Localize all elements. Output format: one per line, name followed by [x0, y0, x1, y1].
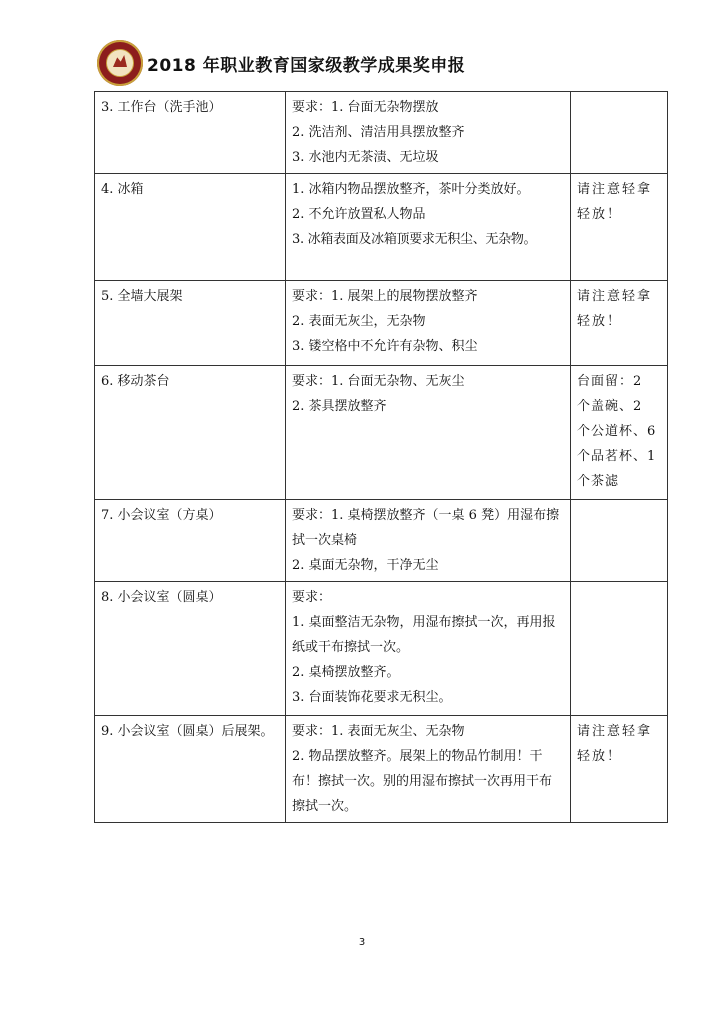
requirement-line: 3. 台面装饰花要求无积尘。: [292, 690, 452, 705]
requirement-line: 2. 茶具摆放整齐: [292, 399, 387, 414]
item-cell: 4. 冰箱: [95, 174, 286, 281]
requirement-line: 1. 冰箱内物品摆放整齐，茶叶分类放好。: [292, 182, 530, 197]
item-cell: 7. 小会议室（方桌）: [95, 500, 286, 582]
note-cell: 请注意轻拿轻放！: [571, 281, 668, 366]
requirement-line: 要求：1. 展架上的展物摆放整齐: [292, 289, 478, 304]
requirement-line: 3. 冰箱表面及冰箱顶要求无积尘、无杂物。: [292, 232, 537, 247]
requirement-line: 1. 桌面整洁无杂物，用湿布擦拭一次，再用报纸或干布擦拭一次。: [292, 615, 556, 655]
requirements-cell: [286, 366, 571, 500]
table-row: [95, 281, 668, 366]
cleaning-standards-table: [94, 91, 668, 823]
school-seal-icon: [97, 40, 143, 86]
page-number: 3: [358, 937, 366, 948]
requirement-line: 2. 桌椅摆放整齐。: [292, 665, 400, 680]
note-cell: [571, 500, 668, 582]
requirement-line: 要求：1. 表面无灰尘、无杂物: [292, 724, 465, 739]
requirement-line: 2. 不允许放置私人物品: [292, 207, 426, 222]
table-row: [95, 500, 668, 582]
requirement-line: 2. 桌面无杂物，干净无尘: [292, 558, 439, 573]
table-row: [95, 174, 668, 281]
requirement-line: 3. 镂空格中不允许有杂物、积尘: [292, 339, 478, 354]
item-cell: 3. 工作台（洗手池）: [95, 92, 286, 174]
requirement-line: 2. 表面无灰尘，无杂物: [292, 314, 426, 329]
page-header: [97, 38, 465, 88]
requirements-cell: [286, 281, 571, 366]
note-cell: 请注意轻拿轻放！: [571, 716, 668, 823]
requirements-cell: [286, 92, 571, 174]
note-cell: [571, 582, 668, 716]
requirement-line: 2. 物品摆放整齐。展架上的物品竹制用！干布！擦拭一次。别的用湿布擦拭一次再用干布擦拭一次。: [292, 749, 553, 814]
item-cell: 9. 小会议室（圆桌）后展架。: [95, 716, 286, 823]
note-cell: 台面留：2 个盖碗、2 个公道杯、6 个品茗杯、1 个茶滤: [571, 366, 668, 500]
requirement-line: 要求：1. 桌椅摆放整齐（一桌 6 凳）用湿布擦拭一次桌椅: [292, 508, 560, 548]
item-cell: 8. 小会议室（圆桌）: [95, 582, 286, 716]
requirement-line: 要求：: [292, 590, 332, 605]
item-cell: 5. 全墙大展架: [95, 281, 286, 366]
note-cell: 请注意轻拿轻放！: [571, 174, 668, 281]
item-cell: 6. 移动茶台: [95, 366, 286, 500]
table-row: [95, 92, 668, 174]
requirement-line: 3. 水池内无茶渍、无垃圾: [292, 150, 439, 165]
requirement-line: 要求：1. 台面无杂物摆放: [292, 100, 439, 115]
requirements-cell: [286, 174, 571, 281]
requirements-cell: [286, 582, 571, 716]
requirements-cell: [286, 716, 571, 823]
requirements-cell: [286, 500, 571, 582]
note-cell: [571, 92, 668, 174]
table-row: [95, 366, 668, 500]
table-row: [95, 716, 668, 823]
requirement-line: 2. 洗洁剂、清洁用具摆放整齐: [292, 125, 465, 140]
header-title: 2018 年职业教育国家级教学成果奖申报: [147, 55, 466, 76]
requirement-line: 要求：1. 台面无杂物、无灰尘: [292, 374, 465, 389]
table-row: [95, 582, 668, 716]
